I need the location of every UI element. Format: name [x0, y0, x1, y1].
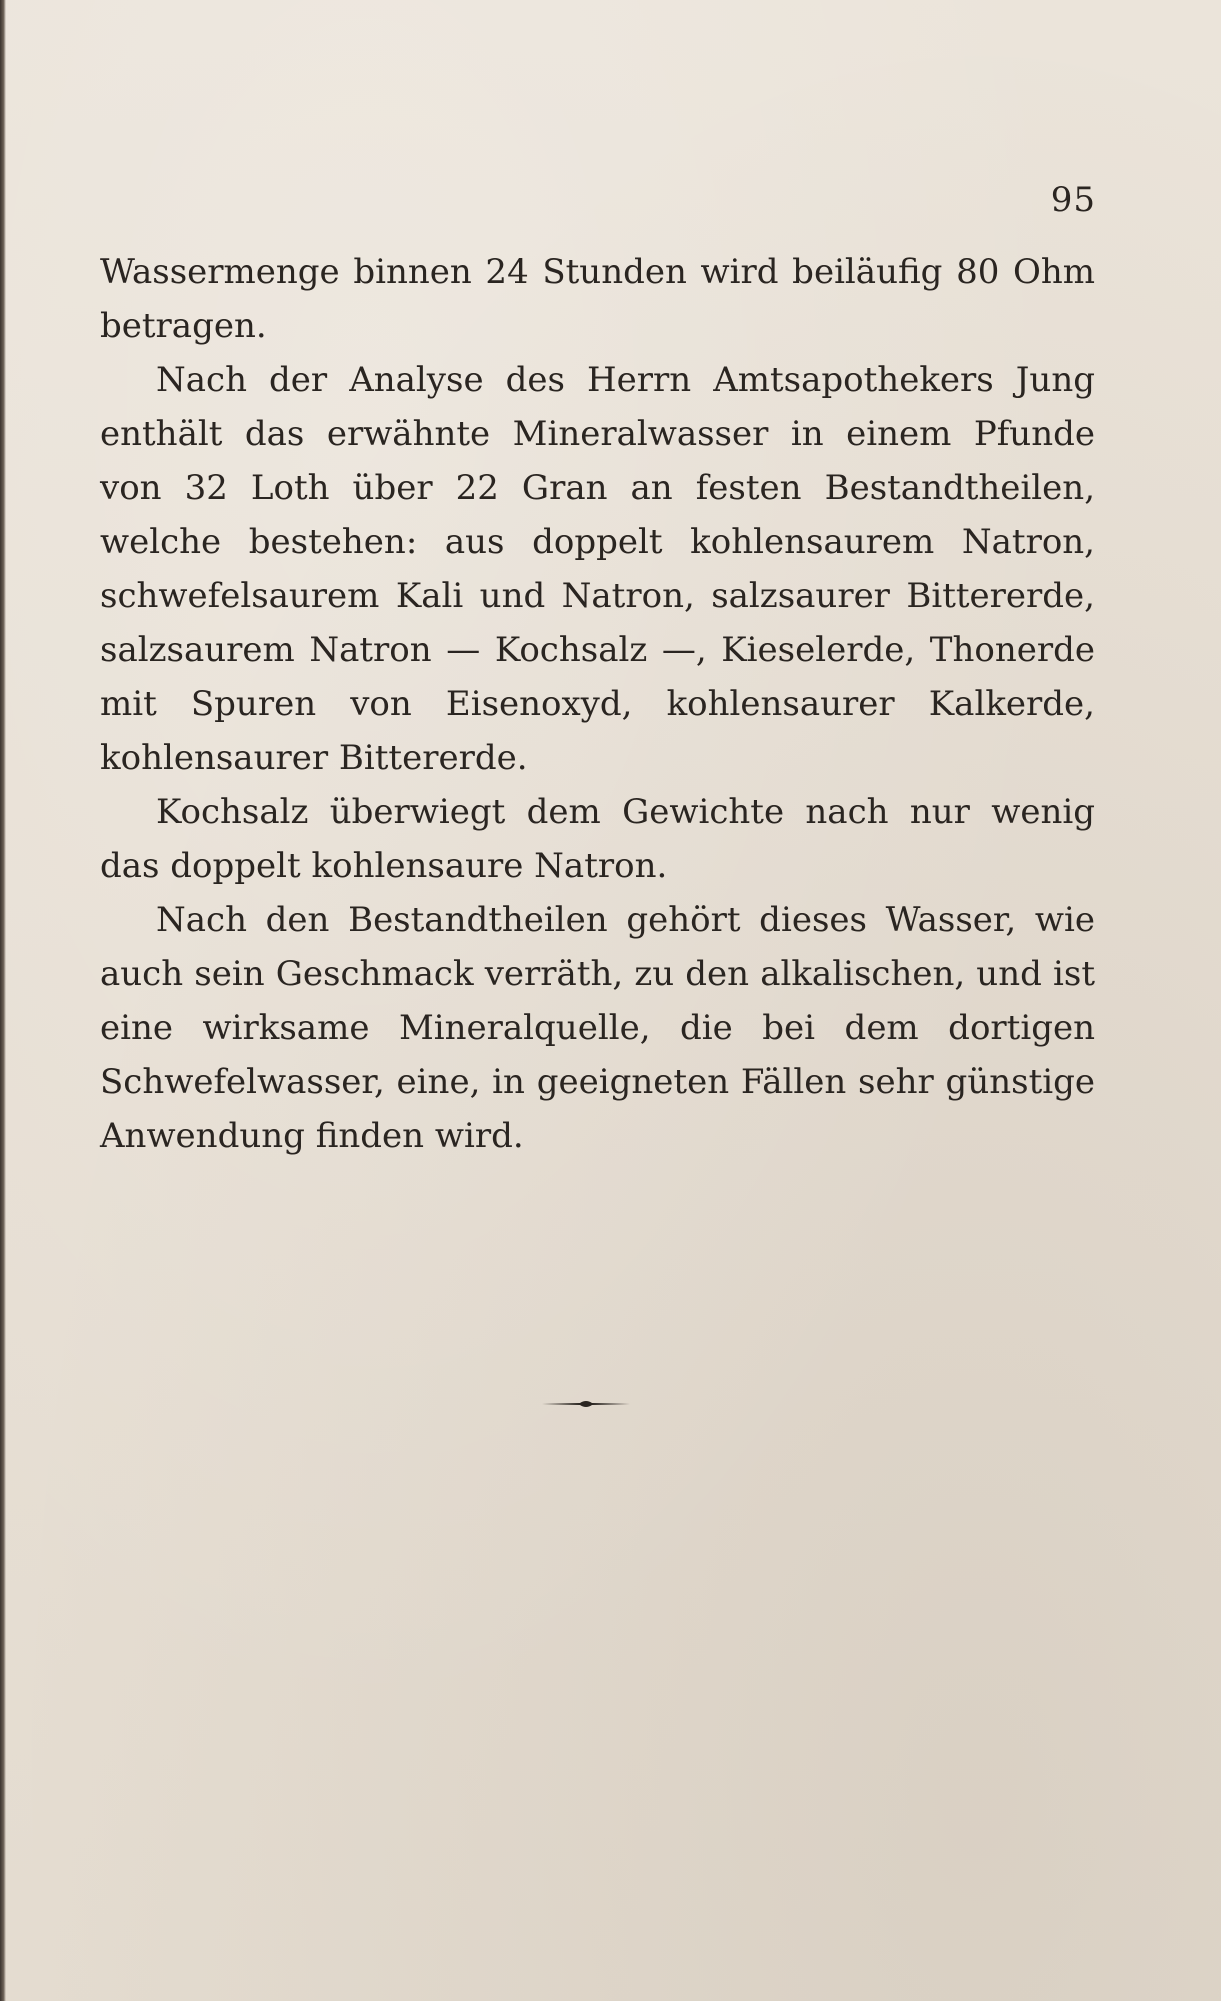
- paragraph-kochsalz: Kochsalz überwiegt dem Gewichte nach nur wenig das doppelt kohlensaure Natron.: [100, 792, 1095, 886]
- page-left-edge: [0, 0, 6, 2001]
- body-text: [100, 245, 1095, 1163]
- paragraph-analysis: Nach der Analyse des Herrn Amtsapothekers Jung enthält das erwähnte Mineralwasser in einem Pfunde von 32 Loth über 22 Gran an festen Bestandtheilen, welche bestehen: aus doppelt kohlensaurem Natron, schwefelsaurem Kali und Natron, salzsaurer Bittererde, salzsaurem Natron — Kochsalz —, Kieselerde, Thonerde mit Spuren von Eisenoxyd, kohlensaurer Kalkerde, kohlensaurer Bittererde.: [100, 360, 1095, 778]
- paragraph-continued: Wassermenge binnen 24 Stunden wird beiläufig 80 Ohm betragen.: [100, 252, 1095, 346]
- paragraph-conclusion: Nach den Bestandtheilen gehört dieses Wasser, wie auch sein Geschmack verräth, zu den alkalischen, und ist eine wirksame Mineralquelle, die bei dem dortigen Schwefelwasser, eine, in geeigneten Fällen sehr günstige Anwendung finden wird.: [100, 900, 1095, 1156]
- page-number: 95: [1050, 180, 1096, 220]
- tailpiece-rule-icon: [540, 1396, 632, 1412]
